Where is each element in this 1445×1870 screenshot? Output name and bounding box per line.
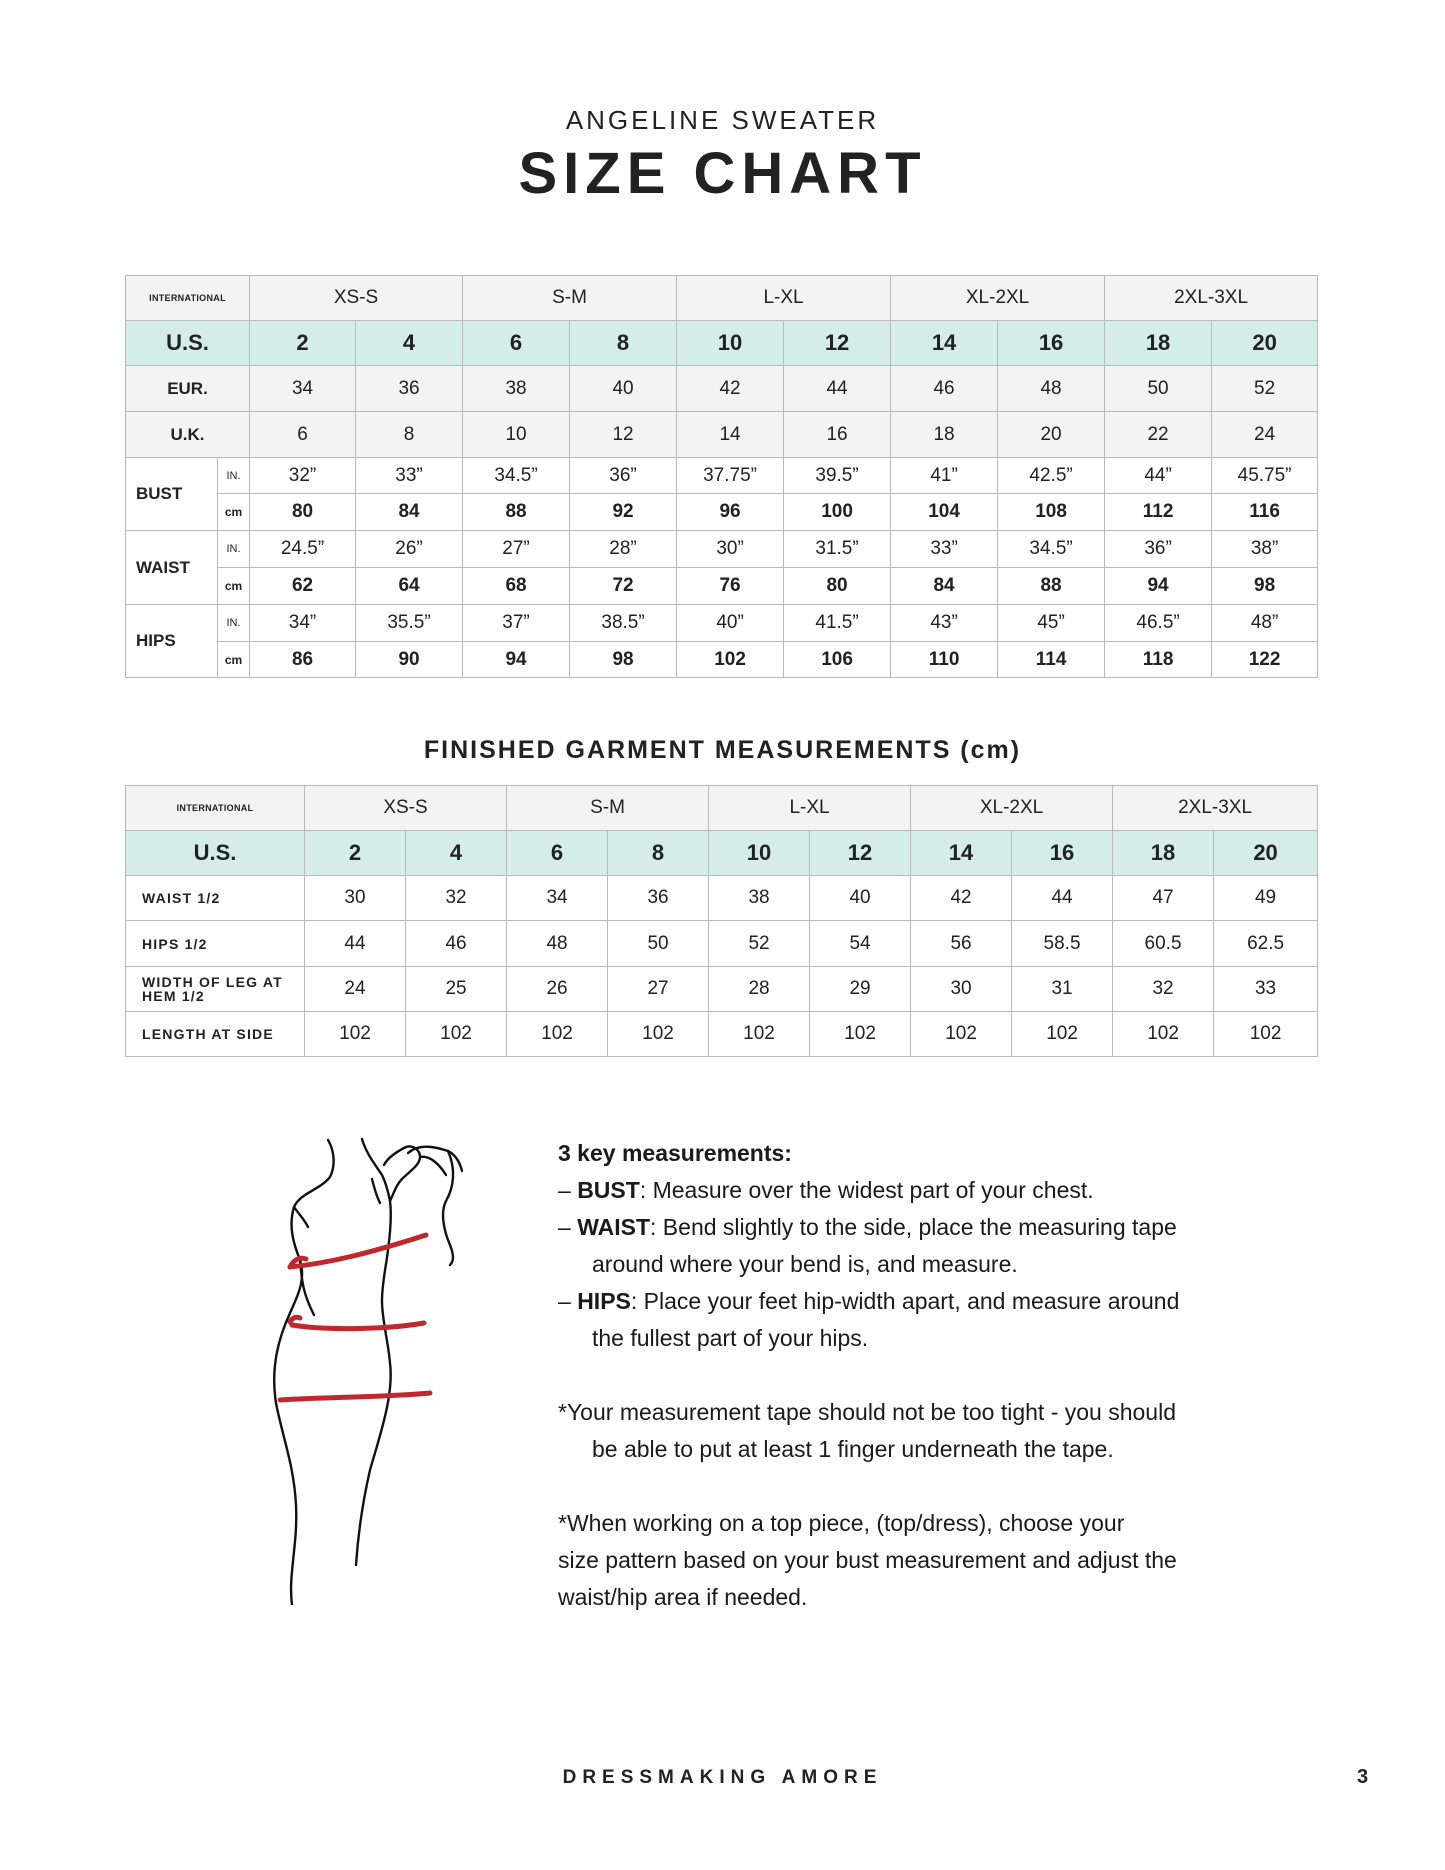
measurement-value: 47	[1113, 876, 1214, 921]
eur-size: 48	[998, 366, 1105, 412]
hips-in: 41.5”	[784, 605, 891, 642]
hips-cm: 102	[677, 642, 784, 678]
eur-size: 46	[891, 366, 998, 412]
hips-cm: 114	[998, 642, 1105, 678]
uk-size: 14	[677, 412, 784, 458]
measurement-value: 102	[1214, 1012, 1318, 1057]
measurement-value: 32	[406, 876, 507, 921]
us-size: 2	[305, 831, 406, 876]
measurement-label: WAIST 1/2	[126, 876, 305, 921]
measurement-value: 102	[810, 1012, 911, 1057]
waist-cm: 94	[1105, 568, 1212, 605]
uk-size: 12	[570, 412, 677, 458]
size-group: XL-2XL	[911, 786, 1113, 831]
bust-cm: 108	[998, 494, 1105, 531]
international-label: INTERNATIONAL	[126, 276, 250, 321]
bust-cm: 88	[463, 494, 570, 531]
us-size: 16	[998, 321, 1105, 366]
hips-text: : Place your feet hip-width apart, and measure around	[630, 1288, 1180, 1314]
measurement-value: 56	[911, 921, 1012, 967]
measurement-value: 38	[709, 876, 810, 921]
table-row	[126, 921, 1318, 967]
hips-instruction: – HIPS: Place your feet hip-width apart, and measure around	[558, 1288, 1180, 1314]
waist-measure-end	[290, 1317, 300, 1322]
waist-in: 28”	[570, 531, 677, 568]
waist-cm: 72	[570, 568, 677, 605]
measurement-value: 102	[1012, 1012, 1113, 1057]
bust-in-row	[126, 458, 1318, 494]
bust-cm: 116	[1212, 494, 1318, 531]
bust-in: 42.5”	[998, 458, 1105, 494]
measurement-value: 26	[507, 967, 608, 1012]
hips-label: HIPS	[126, 605, 218, 678]
notes-heading: 3 key measurements:	[558, 1140, 792, 1166]
eur-size: 38	[463, 366, 570, 412]
us-label: U.S.	[126, 321, 250, 366]
us-size-row	[126, 321, 1318, 366]
hips-cm: 94	[463, 642, 570, 678]
measurement-value: 44	[305, 921, 406, 967]
hips-in: 40”	[677, 605, 784, 642]
size-group: S-M	[507, 786, 709, 831]
page-number: 3	[1357, 1766, 1369, 1788]
measurement-value: 52	[709, 921, 810, 967]
eur-size: 52	[1212, 366, 1318, 412]
measurement-value: 32	[1113, 967, 1214, 1012]
measurement-value: 102	[305, 1012, 406, 1057]
measurement-value: 102	[911, 1012, 1012, 1057]
top-piece-note-cont: waist/hip area if needed.	[558, 1584, 808, 1610]
measurement-value: 49	[1214, 876, 1318, 921]
bust-cm: 84	[356, 494, 463, 531]
us-size: 12	[810, 831, 911, 876]
hips-in: 38.5”	[570, 605, 677, 642]
uk-size: 8	[356, 412, 463, 458]
eur-size-row	[126, 366, 1318, 412]
size-group: XL-2XL	[891, 276, 1105, 321]
measurement-value: 60.5	[1113, 921, 1214, 967]
us-size: 12	[784, 321, 891, 366]
measure-lines	[280, 1235, 430, 1400]
bust-measure-line	[290, 1235, 426, 1267]
us-size: 18	[1113, 831, 1214, 876]
measurement-value: 44	[1012, 876, 1113, 921]
waist-in: 31.5”	[784, 531, 891, 568]
us-label: U.S.	[126, 831, 305, 876]
size-group: XS-S	[250, 276, 463, 321]
bust-label: BUST	[126, 458, 218, 531]
uk-size: 10	[463, 412, 570, 458]
bust-text: : Measure over the widest part of your chest.	[639, 1177, 1094, 1203]
bust-cm: 96	[677, 494, 784, 531]
hips-cm: 106	[784, 642, 891, 678]
measurement-value: 46	[406, 921, 507, 967]
bust-in: 39.5”	[784, 458, 891, 494]
bust-in: 45.75”	[1212, 458, 1318, 494]
waist-text: : Bend slightly to the side, place the measuring tape	[650, 1214, 1177, 1240]
body-outline-illustration	[270, 1135, 490, 1605]
hips-term: HIPS	[577, 1288, 631, 1314]
measurement-value: 28	[709, 967, 810, 1012]
us-size: 2	[250, 321, 356, 366]
measurement-value: 102	[608, 1012, 709, 1057]
hips-in: 35.5”	[356, 605, 463, 642]
hips-measure-line	[280, 1393, 430, 1400]
hips-in: 48”	[1212, 605, 1318, 642]
measurement-value: 62.5	[1214, 921, 1318, 967]
table-row	[126, 1012, 1318, 1057]
waist-text-cont: around where your bend is, and measure.	[592, 1251, 1018, 1277]
measurement-value: 31	[1012, 967, 1113, 1012]
footer-brand: DRESSMAKING AMORE	[562, 1767, 883, 1788]
hips-cm-row	[126, 642, 1318, 678]
waist-measure-line	[292, 1323, 424, 1329]
us-size: 6	[463, 321, 570, 366]
measurement-value: 102	[406, 1012, 507, 1057]
waist-in: 30”	[677, 531, 784, 568]
measurement-value: 42	[911, 876, 1012, 921]
eur-size: 42	[677, 366, 784, 412]
measurement-instructions	[558, 1135, 1258, 1616]
international-row	[126, 276, 1318, 321]
waist-cm: 62	[250, 568, 356, 605]
hips-in-row	[126, 605, 1318, 642]
eur-size: 40	[570, 366, 677, 412]
us-size: 4	[356, 321, 463, 366]
us-size: 20	[1214, 831, 1318, 876]
size-group: XS-S	[305, 786, 507, 831]
measurement-value: 30	[305, 876, 406, 921]
uk-size: 24	[1212, 412, 1318, 458]
us-size: 16	[1012, 831, 1113, 876]
waist-in: 36”	[1105, 531, 1212, 568]
measurement-value: 58.5	[1012, 921, 1113, 967]
waist-cm: 84	[891, 568, 998, 605]
tape-note-cont: be able to put at least 1 finger underneath the tape.	[592, 1436, 1114, 1462]
us-size: 14	[911, 831, 1012, 876]
waist-in: 26”	[356, 531, 463, 568]
garment-section-title: FINISHED GARMENT MEASUREMENTS (cm)	[423, 736, 1022, 764]
bust-cm: 92	[570, 494, 677, 531]
hips-in: 34”	[250, 605, 356, 642]
uk-label: U.K.	[126, 412, 250, 458]
us-size: 4	[406, 831, 507, 876]
hips-cm: 122	[1212, 642, 1318, 678]
size-chart-table	[125, 275, 1318, 678]
size-group: 2XL-3XL	[1113, 786, 1318, 831]
us-size: 20	[1212, 321, 1318, 366]
waist-in: 38”	[1212, 531, 1318, 568]
unit-in: IN.	[218, 458, 250, 494]
us-size: 18	[1105, 321, 1212, 366]
measurement-value: 48	[507, 921, 608, 967]
us-size: 6	[507, 831, 608, 876]
waist-in-row	[126, 531, 1318, 568]
top-piece-note-cont: size pattern based on your bust measurement and adjust the	[558, 1547, 1177, 1573]
bust-instruction: – BUST: Measure over the widest part of your chest.	[558, 1177, 1094, 1203]
hips-cm: 118	[1105, 642, 1212, 678]
measurement-label: LENGTH AT SIDE	[126, 1012, 305, 1057]
waist-in: 24.5”	[250, 531, 356, 568]
bust-cm: 80	[250, 494, 356, 531]
table-row	[126, 876, 1318, 921]
hips-text-cont: the fullest part of your hips.	[592, 1325, 869, 1351]
garment-us-size-row	[126, 831, 1318, 876]
measurement-value: 30	[911, 967, 1012, 1012]
hips-cm: 98	[570, 642, 677, 678]
measurement-value: 27	[608, 967, 709, 1012]
hips-in: 43”	[891, 605, 998, 642]
measurement-label: HIPS 1/2	[126, 921, 305, 967]
eur-size: 50	[1105, 366, 1212, 412]
garment-international-row	[126, 786, 1318, 831]
waist-in: 27”	[463, 531, 570, 568]
bust-in: 44”	[1105, 458, 1212, 494]
document-title: SIZE CHART	[518, 141, 927, 206]
table-row	[126, 967, 1318, 1012]
unit-in: IN.	[218, 531, 250, 568]
waist-in: 34.5”	[998, 531, 1105, 568]
waist-cm: 80	[784, 568, 891, 605]
waist-cm: 88	[998, 568, 1105, 605]
hips-cm: 110	[891, 642, 998, 678]
measurement-value: 54	[810, 921, 911, 967]
measurement-label: WIDTH OF LEG AT HEM 1/2	[126, 967, 305, 1012]
bust-cm: 112	[1105, 494, 1212, 531]
bust-in: 32”	[250, 458, 356, 494]
hips-in: 45”	[998, 605, 1105, 642]
international-label: INTERNATIONAL	[126, 786, 305, 831]
unit-cm: cm	[218, 568, 250, 605]
us-size: 8	[570, 321, 677, 366]
us-size: 14	[891, 321, 998, 366]
uk-size: 20	[998, 412, 1105, 458]
waist-cm-row	[126, 568, 1318, 605]
unit-cm: cm	[218, 642, 250, 678]
body-measurement-figure	[270, 1135, 490, 1605]
hips-cm: 86	[250, 642, 356, 678]
measurement-value: 33	[1214, 967, 1318, 1012]
size-group: S-M	[463, 276, 677, 321]
bust-in: 41”	[891, 458, 998, 494]
uk-size: 6	[250, 412, 356, 458]
tape-note: *Your measurement tape should not be too tight - you should	[558, 1399, 1177, 1425]
unit-cm: cm	[218, 494, 250, 531]
measurement-value: 50	[608, 921, 709, 967]
measurement-value: 102	[507, 1012, 608, 1057]
measurement-value: 29	[810, 967, 911, 1012]
us-size: 8	[608, 831, 709, 876]
uk-size: 18	[891, 412, 998, 458]
bust-in: 33”	[356, 458, 463, 494]
eur-size: 44	[784, 366, 891, 412]
waist-cm: 98	[1212, 568, 1318, 605]
waist-instruction: – WAIST: Bend slightly to the side, place the measuring tape	[558, 1214, 1177, 1240]
uk-size-row	[126, 412, 1318, 458]
top-piece-note: *When working on a top piece, (top/dress), choose your	[558, 1510, 1125, 1536]
bust-in: 37.75”	[677, 458, 784, 494]
bust-cm-row	[126, 494, 1318, 531]
measurement-value: 36	[608, 876, 709, 921]
size-group: 2XL-3XL	[1105, 276, 1318, 321]
measurement-value: 24	[305, 967, 406, 1012]
measurement-value: 102	[1113, 1012, 1214, 1057]
bust-cm: 100	[784, 494, 891, 531]
garment-measurements-table	[125, 785, 1318, 1057]
eur-size: 34	[250, 366, 356, 412]
bust-in: 36”	[570, 458, 677, 494]
measurement-value: 25	[406, 967, 507, 1012]
hips-cm: 90	[356, 642, 463, 678]
measurement-value: 40	[810, 876, 911, 921]
waist-cm: 76	[677, 568, 784, 605]
bust-cm: 104	[891, 494, 998, 531]
measurement-value: 34	[507, 876, 608, 921]
eur-size: 36	[356, 366, 463, 412]
document-subtitle: ANGELINE SWEATER	[565, 105, 880, 135]
uk-size: 22	[1105, 412, 1212, 458]
unit-in: IN.	[218, 605, 250, 642]
measurement-value: 102	[709, 1012, 810, 1057]
bust-in: 34.5”	[463, 458, 570, 494]
waist-term: WAIST	[577, 1214, 651, 1240]
us-size: 10	[709, 831, 810, 876]
bust-term: BUST	[577, 1177, 640, 1203]
size-group: L-XL	[709, 786, 911, 831]
us-size: 10	[677, 321, 784, 366]
waist-cm: 64	[356, 568, 463, 605]
size-group: L-XL	[677, 276, 891, 321]
uk-size: 16	[784, 412, 891, 458]
hips-in: 46.5”	[1105, 605, 1212, 642]
waist-label: WAIST	[126, 531, 218, 605]
waist-cm: 68	[463, 568, 570, 605]
hips-in: 37”	[463, 605, 570, 642]
eur-label: EUR.	[126, 366, 250, 412]
waist-in: 33”	[891, 531, 998, 568]
